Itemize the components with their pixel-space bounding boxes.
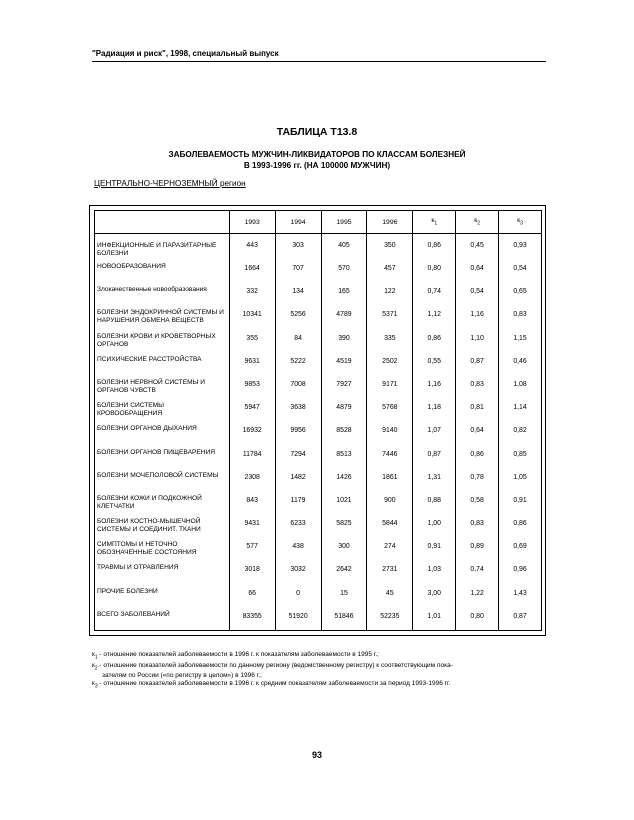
table-cell: 6233: [275, 514, 321, 537]
table-cell: 900: [367, 491, 413, 514]
footnote-subscript: 1: [94, 654, 98, 661]
header-row: [95, 211, 542, 234]
header-cell: [499, 211, 542, 234]
table-cell: 355: [229, 329, 275, 352]
table-cell: 1,31: [413, 468, 456, 491]
table-row: [95, 421, 542, 444]
table-cell: 10341: [229, 305, 275, 328]
table-cell: 443: [229, 234, 275, 260]
table-cell: 0,46: [499, 352, 542, 375]
table-cell: 7927: [321, 375, 367, 398]
disease-class-name: ТРАВМЫ И ОТРАВЛЕНИЯ: [95, 560, 230, 583]
header-cell-subscript: 1: [434, 220, 438, 227]
table-cell: 52235: [367, 607, 413, 630]
header-cell-label: к: [431, 217, 435, 225]
table-cell: 5825: [321, 514, 367, 537]
table-cell: 570: [321, 259, 367, 282]
table-subtitle-line1: ЗАБОЛЕВАЕМОСТЬ МУЖЧИН-ЛИКВИДАТОРОВ ПО КЛАССАМ БОЛЕЗНЕЙ: [168, 150, 466, 159]
footnote-line: [92, 651, 542, 662]
table-cell: 2642: [321, 560, 367, 583]
table-cell: 4789: [321, 305, 367, 328]
table-cell: 66: [229, 584, 275, 607]
header-cell-subscript: 2: [477, 220, 480, 227]
table-cell: 0,64: [456, 259, 499, 282]
table-cell: 9431: [229, 514, 275, 537]
table-cell: 0,85: [499, 445, 542, 468]
table-cell: 332: [229, 282, 275, 305]
table-cell: 335: [367, 329, 413, 352]
table-cell: 5371: [367, 305, 413, 328]
table-cell: 1,18: [413, 398, 456, 421]
table-cell: 51920: [275, 607, 321, 630]
table-cell: 0,74: [413, 282, 456, 305]
table-cell: 0,82: [499, 421, 542, 444]
footnote-text: - отношение показателей заболеваемости в 1996 г. к средним показателям заболеваемости за период 1993-1996 гг.: [97, 680, 451, 688]
table-cell: 5256: [275, 305, 321, 328]
table-cell: 1,05: [499, 468, 542, 491]
header-cell: [456, 211, 499, 234]
footnote-text: зателям по России («по регистру в целом») в 1996 г.;: [102, 672, 262, 680]
header-cell-subscript: 3: [520, 220, 523, 227]
table-cell: 3,00: [413, 584, 456, 607]
table-cell: 0,86: [413, 234, 456, 260]
table-cell: 1,22: [456, 584, 499, 607]
table-cell: 3638: [275, 398, 321, 421]
table-cell: 0,54: [499, 259, 542, 282]
table-cell: 9171: [367, 375, 413, 398]
table-cell: 2502: [367, 352, 413, 375]
table-cell: 4879: [321, 398, 367, 421]
table-cell: 9956: [275, 421, 321, 444]
table-cell: 274: [367, 537, 413, 560]
header-cell: [321, 211, 367, 234]
disease-class-name: Злокачественные новообразования: [95, 282, 230, 305]
header-cell-label: 1995: [336, 218, 352, 226]
table-cell: 1,07: [413, 421, 456, 444]
table-cell: 1,16: [413, 375, 456, 398]
table-cell: 1179: [275, 491, 321, 514]
table-cell: 303: [275, 234, 321, 260]
table-cell: 0,89: [456, 537, 499, 560]
table-cell: 9140: [367, 421, 413, 444]
region-label: ЦЕНТРАЛЬНО-ЧЕРНОЗЕМНЫЙ регион: [94, 179, 246, 188]
table-cell: 0,83: [456, 514, 499, 537]
table-cell: 3018: [229, 560, 275, 583]
table-row: [95, 584, 542, 607]
header-cell: [229, 211, 275, 234]
header-cell-label: к: [517, 217, 521, 225]
table-cell: 1,03: [413, 560, 456, 583]
table-cell: 390: [321, 329, 367, 352]
footnote-subscript: 3: [94, 683, 98, 690]
disease-class-name: ПСИХИЧЕСКИЕ РАССТРОЙСТВА: [95, 352, 230, 375]
disease-class-name: СИМПТОМЫ И НЕТОЧНО ОБОЗНАЧЕННЫЕ СОСТОЯНИЯ: [95, 537, 230, 560]
table-cell: 1,43: [499, 584, 542, 607]
table-cell: 1,16: [456, 305, 499, 328]
table-title: ТАБЛИЦА T13.8: [276, 126, 358, 138]
disease-class-name: БОЛЕЗНИ МОЧЕПОЛОВОЙ СИСТЕМЫ: [95, 468, 230, 491]
table-cell: 457: [367, 259, 413, 282]
table-cell: 3032: [275, 560, 321, 583]
table-cell: 7008: [275, 375, 321, 398]
disease-class-name: БОЛЕЗНИ ОРГАНОВ ПИЩЕВАРЕНИЯ: [95, 445, 230, 468]
table-row: [95, 234, 542, 260]
table-row: [95, 259, 542, 282]
table-row: [95, 398, 542, 421]
table-cell: 0,87: [413, 445, 456, 468]
footnote-symbol: к: [92, 661, 95, 669]
table-row: [95, 282, 542, 305]
disease-table: [94, 210, 542, 631]
table-cell: 51846: [321, 607, 367, 630]
header-cell-label: 1993: [244, 218, 260, 226]
table-cell: 5768: [367, 398, 413, 421]
table-cell: 8513: [321, 445, 367, 468]
table-cell: 0,86: [456, 445, 499, 468]
table-row: [95, 537, 542, 560]
table-cell: 7446: [367, 445, 413, 468]
footnote-line: [92, 680, 542, 691]
table-cell: 15: [321, 584, 367, 607]
table-cell: 438: [275, 537, 321, 560]
table-row: [95, 607, 542, 630]
table-cell: 1,10: [456, 329, 499, 352]
table-cell: 122: [367, 282, 413, 305]
table-row: [95, 305, 542, 328]
table-cell: 0,81: [456, 398, 499, 421]
table-cell: 0,80: [456, 607, 499, 630]
footnote-symbol: к: [92, 651, 95, 658]
table-cell: 1,15: [499, 329, 542, 352]
table-cell: 5222: [275, 352, 321, 375]
table-cell: 0,91: [499, 491, 542, 514]
table-cell: 1861: [367, 468, 413, 491]
footnote-text: - отношение показателей заболеваемости по данному региону (ведомственному регистру) к соответствующим пока-: [97, 661, 453, 669]
disease-class-name: БОЛЕЗНИ ЭНДОКРИННОЙ СИСТЕМЫ И НАРУШЕНИЯ ОБМЕНА ВЕЩЕСТВ: [95, 305, 230, 328]
disease-class-name: ПРОЧИЕ БОЛЕЗНИ: [95, 584, 230, 607]
table-cell: 83355: [229, 607, 275, 630]
table-row: [95, 468, 542, 491]
table-cell: 1,01: [413, 607, 456, 630]
footnote-symbol: к: [92, 680, 95, 688]
table-cell: 350: [367, 234, 413, 260]
disease-class-name: БОЛЕЗНИ КОЖИ И ПОДКОЖНОЙ КЛЕТЧАТКИ: [95, 491, 230, 514]
table-cell: 0,64: [456, 421, 499, 444]
table-cell: 165: [321, 282, 367, 305]
header-cell-label: 1996: [382, 218, 398, 226]
table-cell: 0,86: [499, 514, 542, 537]
table-cell: 0,87: [456, 352, 499, 375]
disease-class-name: ИНФЕКЦИОННЫЕ И ПАРАЗИТАРНЫЕ БОЛЕЗНИ: [95, 234, 230, 260]
header-cell-label: 1994: [290, 218, 306, 226]
table-cell: 2308: [229, 468, 275, 491]
table-cell: 1,00: [413, 514, 456, 537]
journal-header: "Радиация и риск", 1998, специальный выпуск: [92, 49, 279, 58]
disease-class-name: БОЛЕЗНИ КОСТНО-МЫШЕЧНОЙ СИСТЕМЫ И СОЕДИНИТ. ТКАНИ: [95, 514, 230, 537]
table-cell: 5844: [367, 514, 413, 537]
table-cell: 0,54: [456, 282, 499, 305]
table-subtitle-line2: В 1993-1996 гг. (НА 100000 МУЖЧИН): [243, 161, 391, 170]
table-cell: 1,14: [499, 398, 542, 421]
table-row: [95, 329, 542, 352]
disease-class-name: БОЛЕЗНИ КРОВИ И КРОВЕТВОРНЫХ ОРГАНОВ: [95, 329, 230, 352]
disease-class-name: БОЛЕЗНИ НЕРВНОЙ СИСТЕМЫ И ОРГАНОВ ЧУВСТВ: [95, 375, 230, 398]
table-cell: 0,78: [456, 468, 499, 491]
table-cell: 0,86: [413, 329, 456, 352]
table-cell: 707: [275, 259, 321, 282]
table-row: [95, 352, 542, 375]
table-cell: 0: [275, 584, 321, 607]
table-cell: 8528: [321, 421, 367, 444]
table-cell: 16932: [229, 421, 275, 444]
table-row: [95, 491, 542, 514]
table-cell: 4519: [321, 352, 367, 375]
table-cell: 5947: [229, 398, 275, 421]
table-cell: 134: [275, 282, 321, 305]
table-cell: 1,12: [413, 305, 456, 328]
table-cell: 0,96: [499, 560, 542, 583]
table-cell: 0,69: [499, 537, 542, 560]
table-row: [95, 560, 542, 583]
disease-class-name: БОЛЕЗНИ ОРГАНОВ ДЫХАНИЯ: [95, 421, 230, 444]
table-cell: 1482: [275, 468, 321, 491]
table-cell: 9631: [229, 352, 275, 375]
table-row: [95, 375, 542, 398]
table-cell: 300: [321, 537, 367, 560]
header-cell-empty: [95, 211, 230, 234]
disease-class-name: ВСЕГО ЗАБОЛЕВАНИЙ: [95, 607, 230, 630]
header-cell: [367, 211, 413, 234]
table-cell: 0,93: [499, 234, 542, 260]
table-cell: 1664: [229, 259, 275, 282]
page-number: 93: [311, 750, 322, 760]
disease-class-name: БОЛЕЗНИ СИСТЕМЫ КРОВООБРАЩЕНИЯ: [95, 398, 230, 421]
table-cell: 843: [229, 491, 275, 514]
table-cell: 577: [229, 537, 275, 560]
footnote-line: [92, 662, 542, 673]
footnotes: [92, 651, 542, 691]
table-cell: 0,87: [499, 607, 542, 630]
table-cell: 1021: [321, 491, 367, 514]
header-cell: [275, 211, 321, 234]
header-cell-label: к: [474, 217, 478, 225]
table-cell: 0,58: [456, 491, 499, 514]
table-cell: 0,65: [499, 282, 542, 305]
table-cell: 0,74: [456, 560, 499, 583]
header-cell: [413, 211, 456, 234]
table-cell: 405: [321, 234, 367, 260]
table-cell: 2731: [367, 560, 413, 583]
footnote-text: - отношение показателей заболеваемости в 1996 г. к показателям заболеваемости в 1995 г.;: [97, 651, 379, 658]
table-cell: 1,08: [499, 375, 542, 398]
table-cell: 0,83: [499, 305, 542, 328]
table-cell: 7294: [275, 445, 321, 468]
table-cell: 0,80: [413, 259, 456, 282]
table-cell: 0,55: [413, 352, 456, 375]
disease-class-name: НОВООБРАЗОВАНИЯ: [95, 259, 230, 282]
table-cell: 0,83: [456, 375, 499, 398]
table-cell: 45: [367, 584, 413, 607]
table-cell: 0,88: [413, 491, 456, 514]
table-cell: 0,45: [456, 234, 499, 260]
header-divider: [92, 61, 546, 62]
table-cell: 11784: [229, 445, 275, 468]
table-cell: 0,91: [413, 537, 456, 560]
table-row: [95, 445, 542, 468]
table-cell: 84: [275, 329, 321, 352]
footnote-subscript: 2: [94, 664, 98, 671]
table-cell: 1426: [321, 468, 367, 491]
table-cell: 9853: [229, 375, 275, 398]
table-row: [95, 514, 542, 537]
